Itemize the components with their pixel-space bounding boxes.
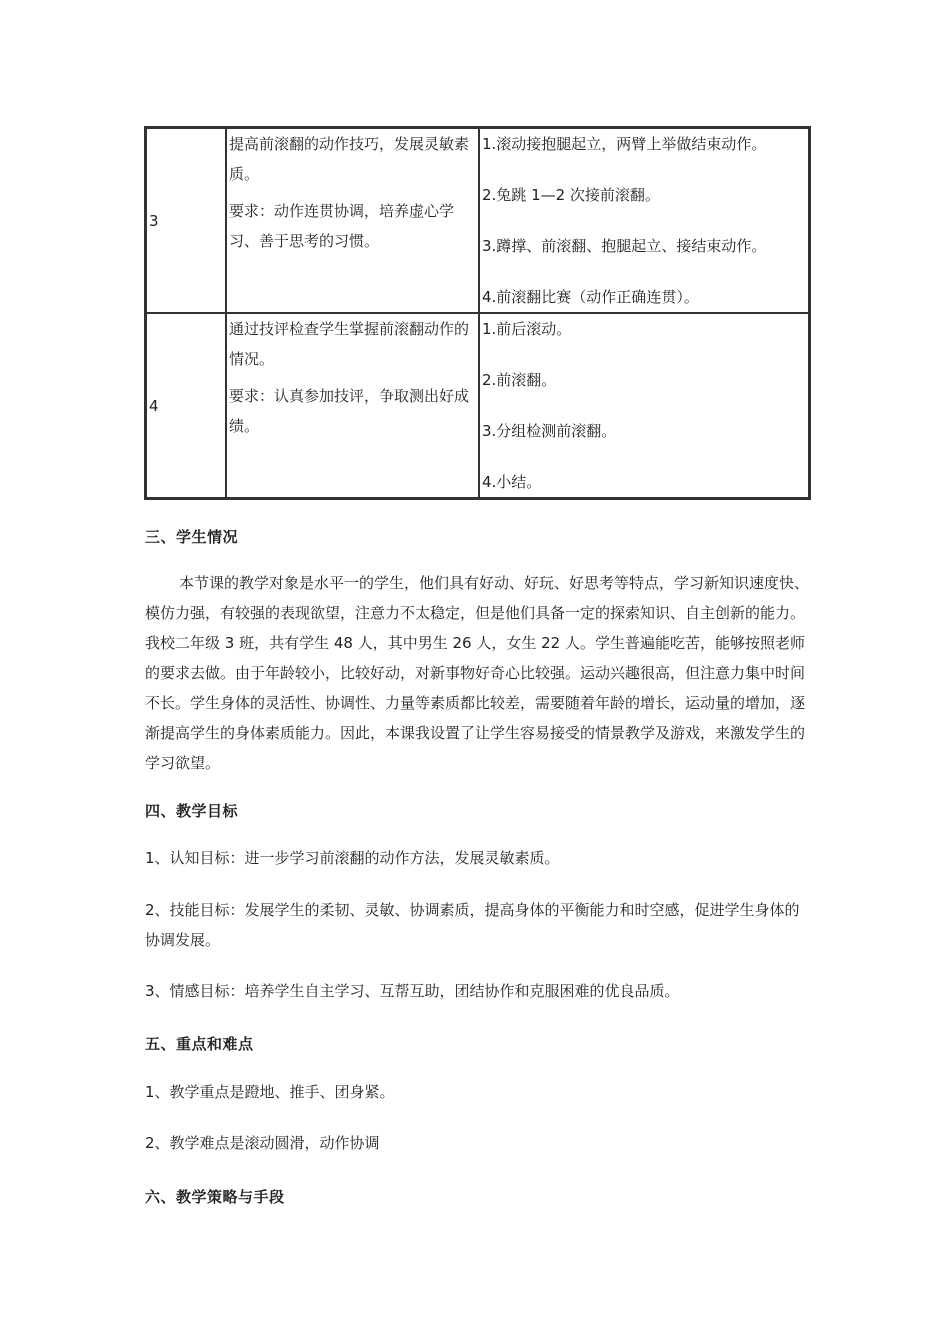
lesson-goal-cell xyxy=(226,313,479,498)
lesson-table xyxy=(144,126,811,500)
activity-item: 2.兔跳 1—2 次接前滚翻。 xyxy=(482,186,660,204)
difficulty-item: 2、教学难点是滚动圆滑，动作协调 xyxy=(145,1134,380,1152)
table-row xyxy=(146,313,809,498)
table-row xyxy=(146,128,809,313)
activity-item: 2.前滚翻。 xyxy=(482,371,557,389)
students-paragraph: 本节课的教学对象是水平一的学生，他们具有好动、好玩、好思考等特点，学习新知识速度快、模仿力强，有较强的表现欲望，注意力不太稳定，但是他们具备一定的探索知识、自主创新的能力。我校二年级 3 班，共有学生 48 人，其中男生 26 人，女生 22 人。学生普遍能吃苦，能够按照老师的要求去做。由于年龄较小，比较好动，对新事物好奇心比较强。运动兴趣很高，但注意力集中时间不长。学生身体的灵活性、协调性、力量等素质都比较差，需要随着年龄的增长，运动量的增加，逐渐提高学生的身体素质能力。因此，本课我设置了让学生容易接受的情景教学及游戏，来激发学生的学习欲望。 xyxy=(145,574,810,772)
lesson-activities-cell xyxy=(479,128,809,313)
lesson-requirement: 要求：动作连贯协调，培养虚心学习、善于思考的习惯。 xyxy=(229,202,455,250)
key-point-item: 1、教学重点是蹬地、推手、团身紧。 xyxy=(145,1083,395,1101)
goal-item-skill: 2、技能目标：发展学生的柔韧、灵敏、协调素质，提高身体的平衡能力和时空感，促进学生身体的协调发展。 xyxy=(145,901,800,949)
lesson-activities-cell xyxy=(479,313,809,498)
lesson-number: 4 xyxy=(146,313,226,498)
lesson-goal-cell xyxy=(226,128,479,313)
goal-item-affective: 3、情感目标：培养学生自主学习、互帮互助，团结协作和克服困难的优良品质。 xyxy=(145,982,680,1000)
section-heading-strategy: 六、教学策略与手段 xyxy=(145,1188,285,1206)
section-heading-goals: 四、教学目标 xyxy=(145,802,239,820)
activity-item: 4.前滚翻比赛（动作正确连贯）。 xyxy=(482,288,699,306)
lesson-requirement: 要求：认真参加技评，争取测出好成绩。 xyxy=(229,387,470,435)
activity-item: 1.滚动接抱腿起立，两臂上举做结束动作。 xyxy=(482,135,767,153)
section-heading-students: 三、学生情况 xyxy=(145,528,239,546)
section-heading-key-points: 五、重点和难点 xyxy=(145,1035,254,1053)
activity-item: 3.蹲撑、前滚翻、抱腿起立、接结束动作。 xyxy=(482,237,767,255)
lesson-goal: 提高前滚翻的动作技巧，发展灵敏素质。 xyxy=(229,135,470,183)
activity-item: 4.小结。 xyxy=(482,473,542,491)
activity-item: 3.分组检测前滚翻。 xyxy=(482,422,617,440)
activity-item: 1.前后滚动。 xyxy=(482,320,572,338)
lesson-goal: 通过技评检查学生掌握前滚翻动作的情况。 xyxy=(229,320,470,368)
lesson-number: 3 xyxy=(146,128,226,313)
goal-item-cognitive: 1、认知目标：进一步学习前滚翻的动作方法，发展灵敏素质。 xyxy=(145,849,560,867)
